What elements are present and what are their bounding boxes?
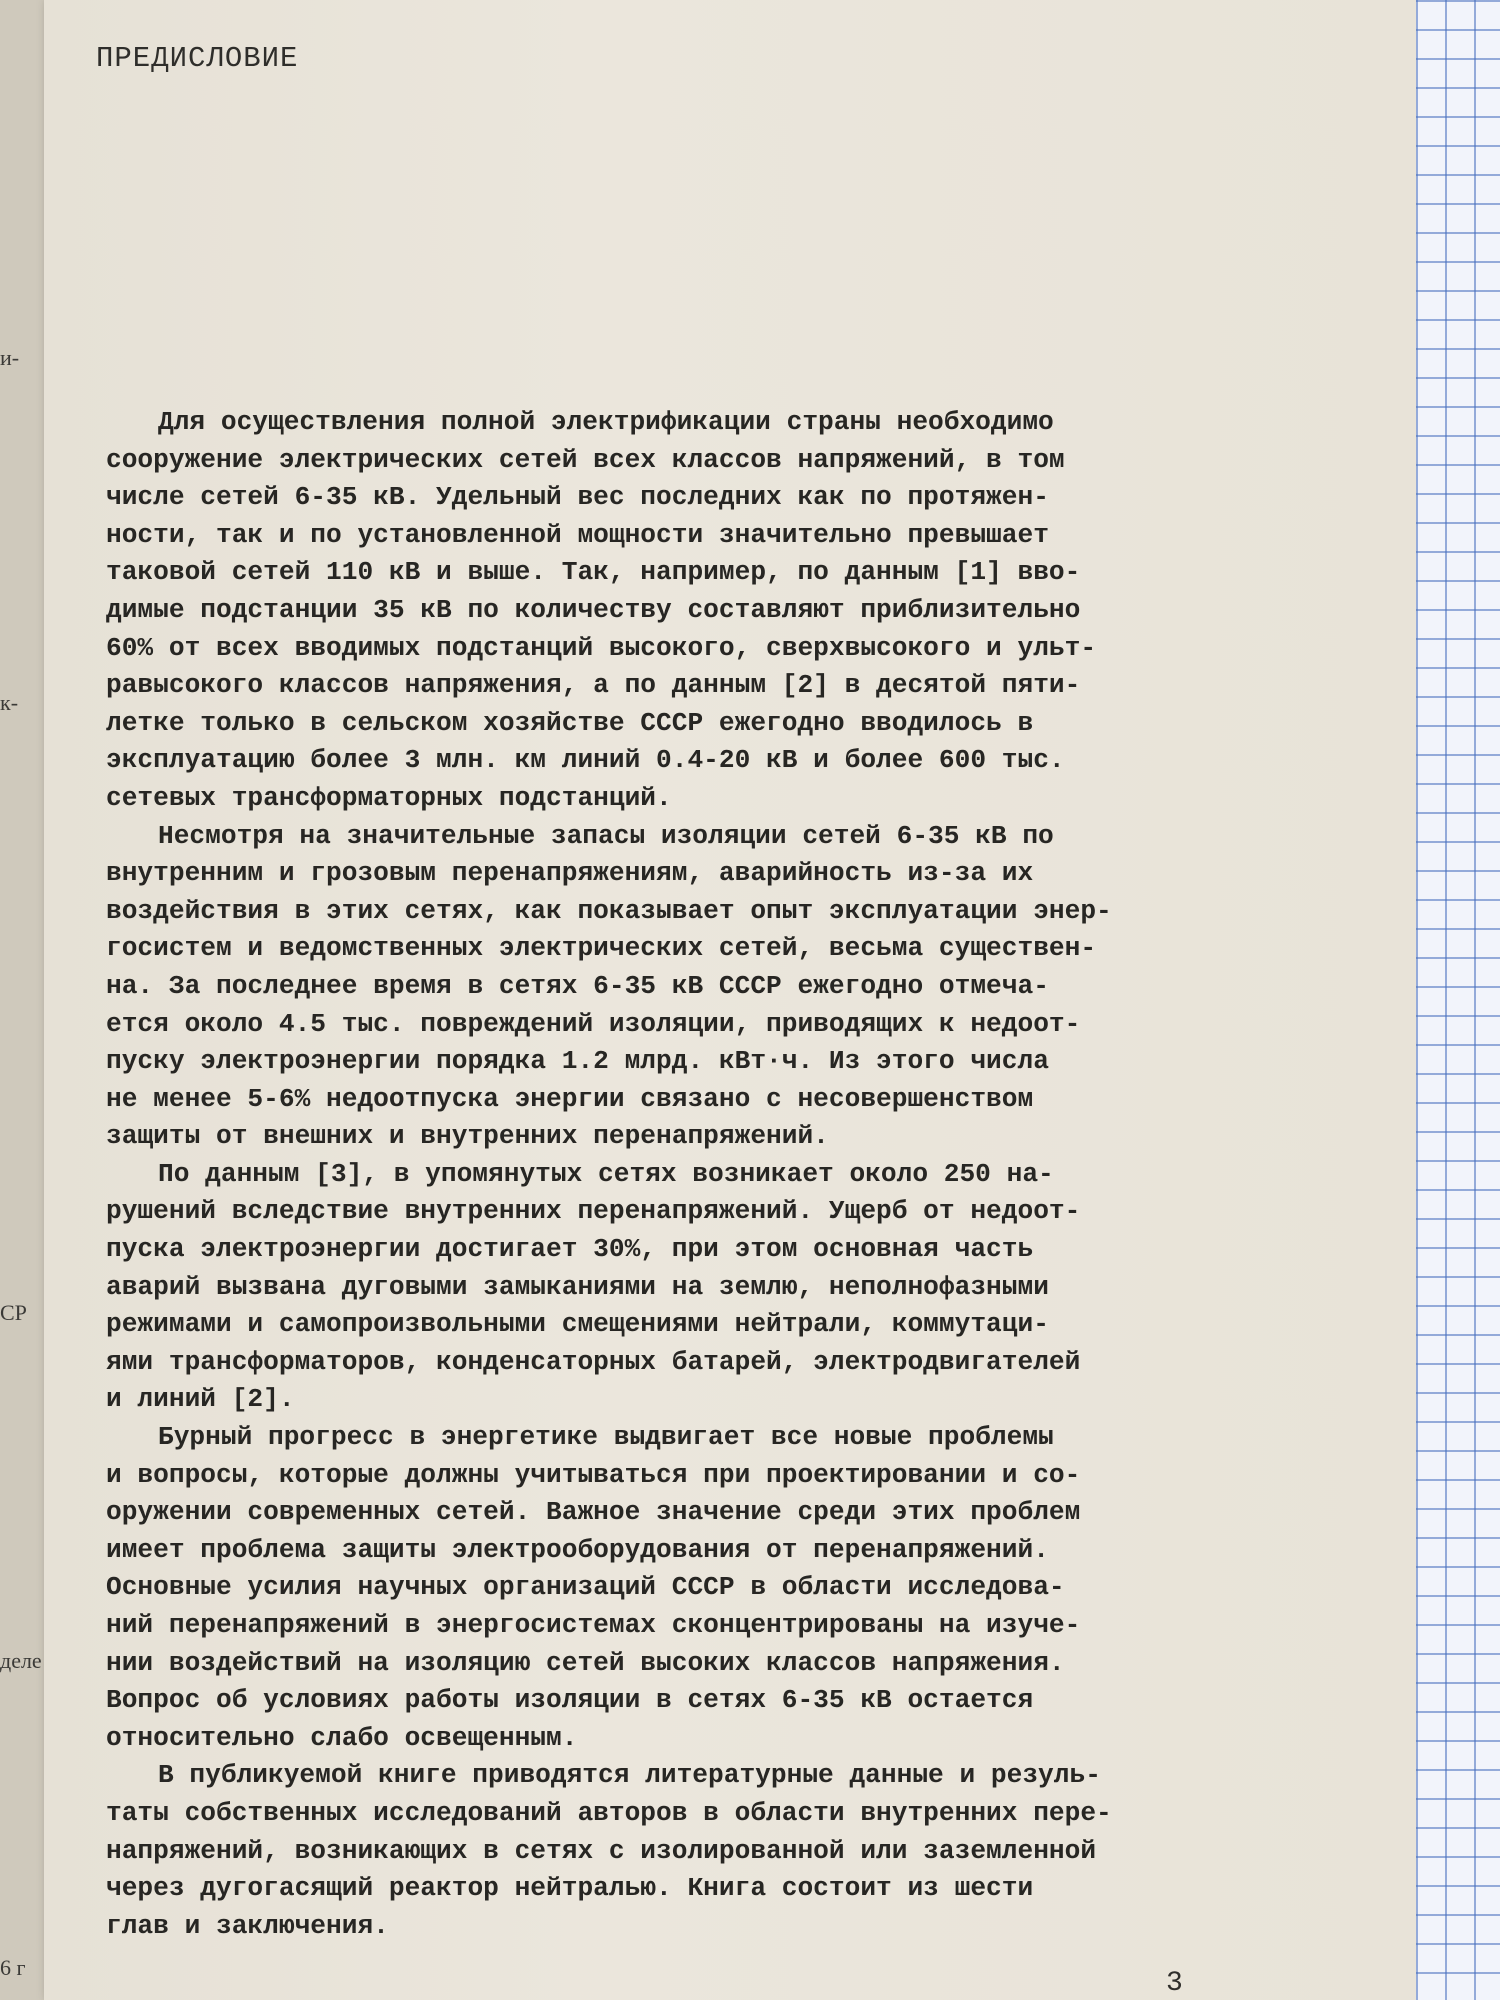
book-page — [44, 0, 1416, 2000]
adjacent-page-edge — [0, 0, 46, 2000]
page-title: ПРЕДИСЛОВИЕ — [96, 42, 299, 75]
left-margin-fragment: СР — [0, 1300, 27, 1325]
graph-paper-background — [1416, 0, 1500, 2000]
paragraph: Несмотря на значительные запасы изоляции сетей 6-35 кВ по внутренним и грозовым перенапряжениям, аварийность из-за их воздействия в этих сетях, как показывает опыт эксплуатации энер- госистем и ведомственных электрических сетей, весьма существен- на. За последнее время в сетях 6-35 кВ СССР ежегодно отмеча- ется около 4.5 тыс. повреждений изоляции, приводящих к недоот- пуску электроэнергии порядка 1.2 млрд. кВт·ч. Из этого числа не менее 5-6% недоотпуска энергии связано с несовершенством защиты от внешних и внутренних перенапряжений. — [106, 820, 1112, 1152]
paragraph: В публикуемой книге приводятся литературные данные и резуль- таты собственных исследований авторов в области внутренних пере- напряжений, возникающих в сетях с изолированной или заземленной через дугогасящий реактор нейтралью. Книга состоит из шести глав и заключения. — [106, 1760, 1112, 1941]
left-margin-fragment: 6 г — [0, 1955, 26, 1980]
left-margin-fragment: деле — [0, 1648, 42, 1673]
page-number: 3 — [1166, 1968, 1183, 1999]
left-margin-fragment: и- — [0, 345, 20, 370]
paragraph: Для осуществления полной электрификации страны необходимо сооружение электрических сетей всех классов напряжений, в том числе сетей 6-35 кВ. Удельный вес последних как по протяжен- ности, так и по установленной мощности значительно превышает таковой сетей 110 кВ и выше. Так, например, по данным [1] вво- димые подстанции 35 кВ по количеству составляют приблизительно 60% от всех вводимых подстанций высокого, сверхвысокого и ульт- равысокого классов напряжения, а по данным [2] в десятой пяти- летке только в сельском хозяйстве СССР ежегодно вводилось в эксплуатацию более 3 млн. км линий 0.4-20 кВ и более 600 тыс. сетевых трансформаторных подстанций. — [106, 407, 1097, 813]
body-text — [106, 404, 1291, 1945]
paragraph: Бурный прогресс в энергетике выдвигает все новые проблемы и вопросы, которые должны учитываться при проектировании и со- оружении современных сетей. Важное значение среди этих проблем имеет проблема защиты электрооборудования от перенапряжений. Основные усилия научных организаций СССР в области исследова- ний перенапряжений в энергосистемах сконцентрированы на изуче- нии воздействий на изоляцию сетей высоких классов напряжения. Вопрос об условиях работы изоляции в сетях 6-35 кВ остается относительно слабо освещенным. — [106, 1422, 1081, 1753]
left-margin-fragment: к- — [0, 690, 19, 715]
paragraph: По данным [3], в упомянутых сетях возникает около 250 на- рушений вследствие внутренних перенапряжений. Ущерб от недоот- пуска электроэнергии достигает 30%, при этом основная часть аварий вызвана дуговыми замыканиями на землю, неполнофазными режимами и самопроизвольными смещениями нейтрали, коммутаци- ями трансформаторов, конденсаторных батарей, электродвигателей и линий [2]. — [106, 1158, 1081, 1415]
